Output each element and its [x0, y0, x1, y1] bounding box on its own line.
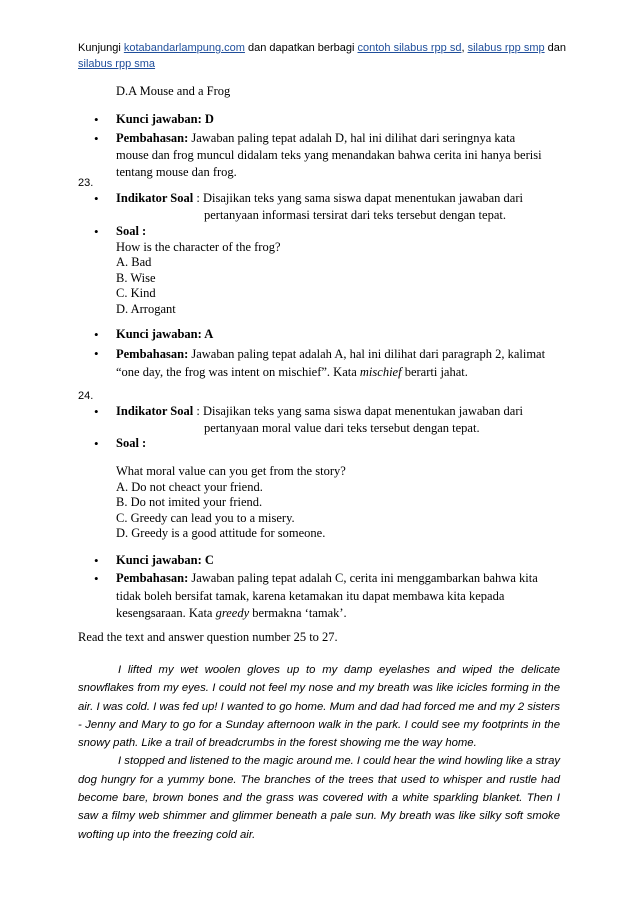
q23-pembahasan-l2c: berarti jahat. — [401, 365, 468, 379]
q24-kunci-text: Kunci jawaban: C — [116, 553, 214, 567]
header-dan: dan — [544, 42, 567, 54]
q24-indikator — [116, 403, 523, 437]
q23-soal-label: Soal : — [116, 224, 147, 238]
q24-option-d: D. Greedy is a good attitude for someone. — [116, 526, 326, 540]
q24-option-c: C. Greedy can lead you to a misery. — [116, 510, 295, 525]
q24-pembahasan-l2: tidak boleh bersifat tamak, karena ketamakan itu dapat membawa kita kepada — [116, 588, 505, 603]
q23-pembahasan-l1: Jawaban paling tepat adalah A, hal ini dilihat dari paragraph 2, kalimat — [188, 347, 546, 361]
q24-soal-label: Soal : — [116, 436, 147, 450]
q24-pembahasan-l3a: kesengsaraan. Kata — [116, 606, 216, 620]
header-mid: dan dapatkan berbagi — [244, 42, 358, 54]
q24-pembahasan-l3c: bermakna ‘tamak’. — [249, 606, 347, 620]
q24-option-a: A. Do not cheact your friend. — [116, 479, 263, 494]
reading-instruction: Read the text and answer question number 25 to 27. — [78, 630, 338, 644]
q22-kunci — [116, 112, 214, 127]
q24-kunci — [116, 553, 214, 568]
q24-question: What moral value can you get from the story? — [116, 464, 346, 478]
q24-option-b: B. Do not imited your friend. — [116, 495, 263, 509]
link-silabus-rpp-sma[interactable]: silabus rpp sma — [78, 58, 156, 70]
q22-pembahasan-l1: Jawaban paling tepat adalah D, hal ini dilihat dari seringnya kata — [188, 131, 516, 145]
q23-option-d: D. Arrogant — [116, 301, 176, 316]
q23-number: 23. — [78, 177, 94, 189]
q23-kunci — [116, 327, 213, 342]
q23-question: How is the character of the frog? — [116, 239, 281, 254]
q24-indikator-l1: : Disajikan teks yang sama siswa dapat menentukan jawaban dari — [193, 404, 523, 418]
q23-option-a: A. Bad — [116, 255, 152, 269]
q23-pembahasan-label: Pembahasan: — [116, 347, 189, 361]
page-header — [78, 40, 578, 72]
q23-indikator — [116, 190, 523, 224]
q24-indikator-label: Indikator Soal — [116, 404, 194, 418]
q23-kunci-text: Kunci jawaban: A — [116, 327, 214, 341]
q24-pembahasan — [116, 570, 538, 623]
story-text — [78, 661, 560, 844]
link-silabus-rpp-sd[interactable]: contoh silabus rpp sd — [357, 42, 462, 54]
q24-pembahasan-l1: Jawaban paling tepat adalah C, cerita ini menggambarkan bahwa kita — [188, 571, 538, 585]
q22-kunci-text: Kunci jawaban: D — [116, 112, 214, 126]
story-paragraph-2: I stopped and listened to the magic around me. I could hear the wind howling like a stray dog hungry for a yummy bone. The branches of the trees that used to whisper and rustle had become bare, brown bones and the grass was covered with a white sparkling blanket. Then I saw a filmy web shimmer and glimmer beneath a pale sun. My breath was like silky soft smoke wofting up into the freezing cold air. — [78, 755, 560, 841]
q23-pembahasan-mischief: mischief — [359, 365, 402, 379]
q24-indikator-l2: pertanyaan moral value dari teks tersebut dengan tepat. — [204, 421, 480, 435]
header-prefix: Kunjungi — [78, 42, 124, 54]
q23-pembahasan-l2a: “one day, the frog was intent on mischief”. Kata — [116, 365, 360, 379]
q23-indikator-l2: pertanyaan informasi tersirat dari teks tersebut dengan tepat. — [204, 208, 506, 222]
q24-number: 24. — [78, 390, 94, 402]
q24-soal — [116, 436, 146, 451]
q22-pembahasan-l2: mouse dan frog muncul didalam teks yang menandakan bahwa cerita ini hanya berisi — [116, 148, 542, 162]
q22-pembahasan-label: Pembahasan: — [116, 131, 189, 145]
story-paragraph-1: I lifted my wet woolen gloves up to my damp eyelashes and wiped the delicate snowflakes from my eyes. I could not feel my nose and my breath was like icicles forming in the air. I was cold. I was fed up! I wanted to go home. Mum and dad had forced me and my 2 sisters - Jenny and Mary to go for a Sunday afternoon walk in the park. I could see my footprints in the snowy path. Like a trail of breadcrumbs in the forest showing me the way home. — [78, 664, 560, 750]
q23-soal — [116, 224, 281, 317]
q22-pembahasan-l3: tentang mouse dan frog. — [116, 165, 237, 179]
q22-option-d: D.A Mouse and a Frog — [116, 84, 231, 98]
q24-pembahasan-label: Pembahasan: — [116, 571, 189, 585]
q24-question-block — [116, 464, 346, 542]
q23-indikator-label: Indikator Soal — [116, 191, 194, 205]
q22-pembahasan — [116, 130, 542, 181]
q24-pembahasan-greedy: greedy — [215, 606, 250, 620]
link-kotabandarlampung[interactable]: kotabandarlampung.com — [123, 42, 245, 54]
q23-option-b: B. Wise — [116, 270, 156, 285]
q23-pembahasan — [116, 345, 545, 381]
q23-indikator-l1: : Disajikan teks yang sama siswa dapat menentukan jawaban dari — [193, 191, 523, 205]
header-comma: , — [461, 42, 468, 54]
q23-option-c: C. Kind — [116, 286, 156, 300]
link-silabus-rpp-smp[interactable]: silabus rpp smp — [467, 42, 545, 54]
